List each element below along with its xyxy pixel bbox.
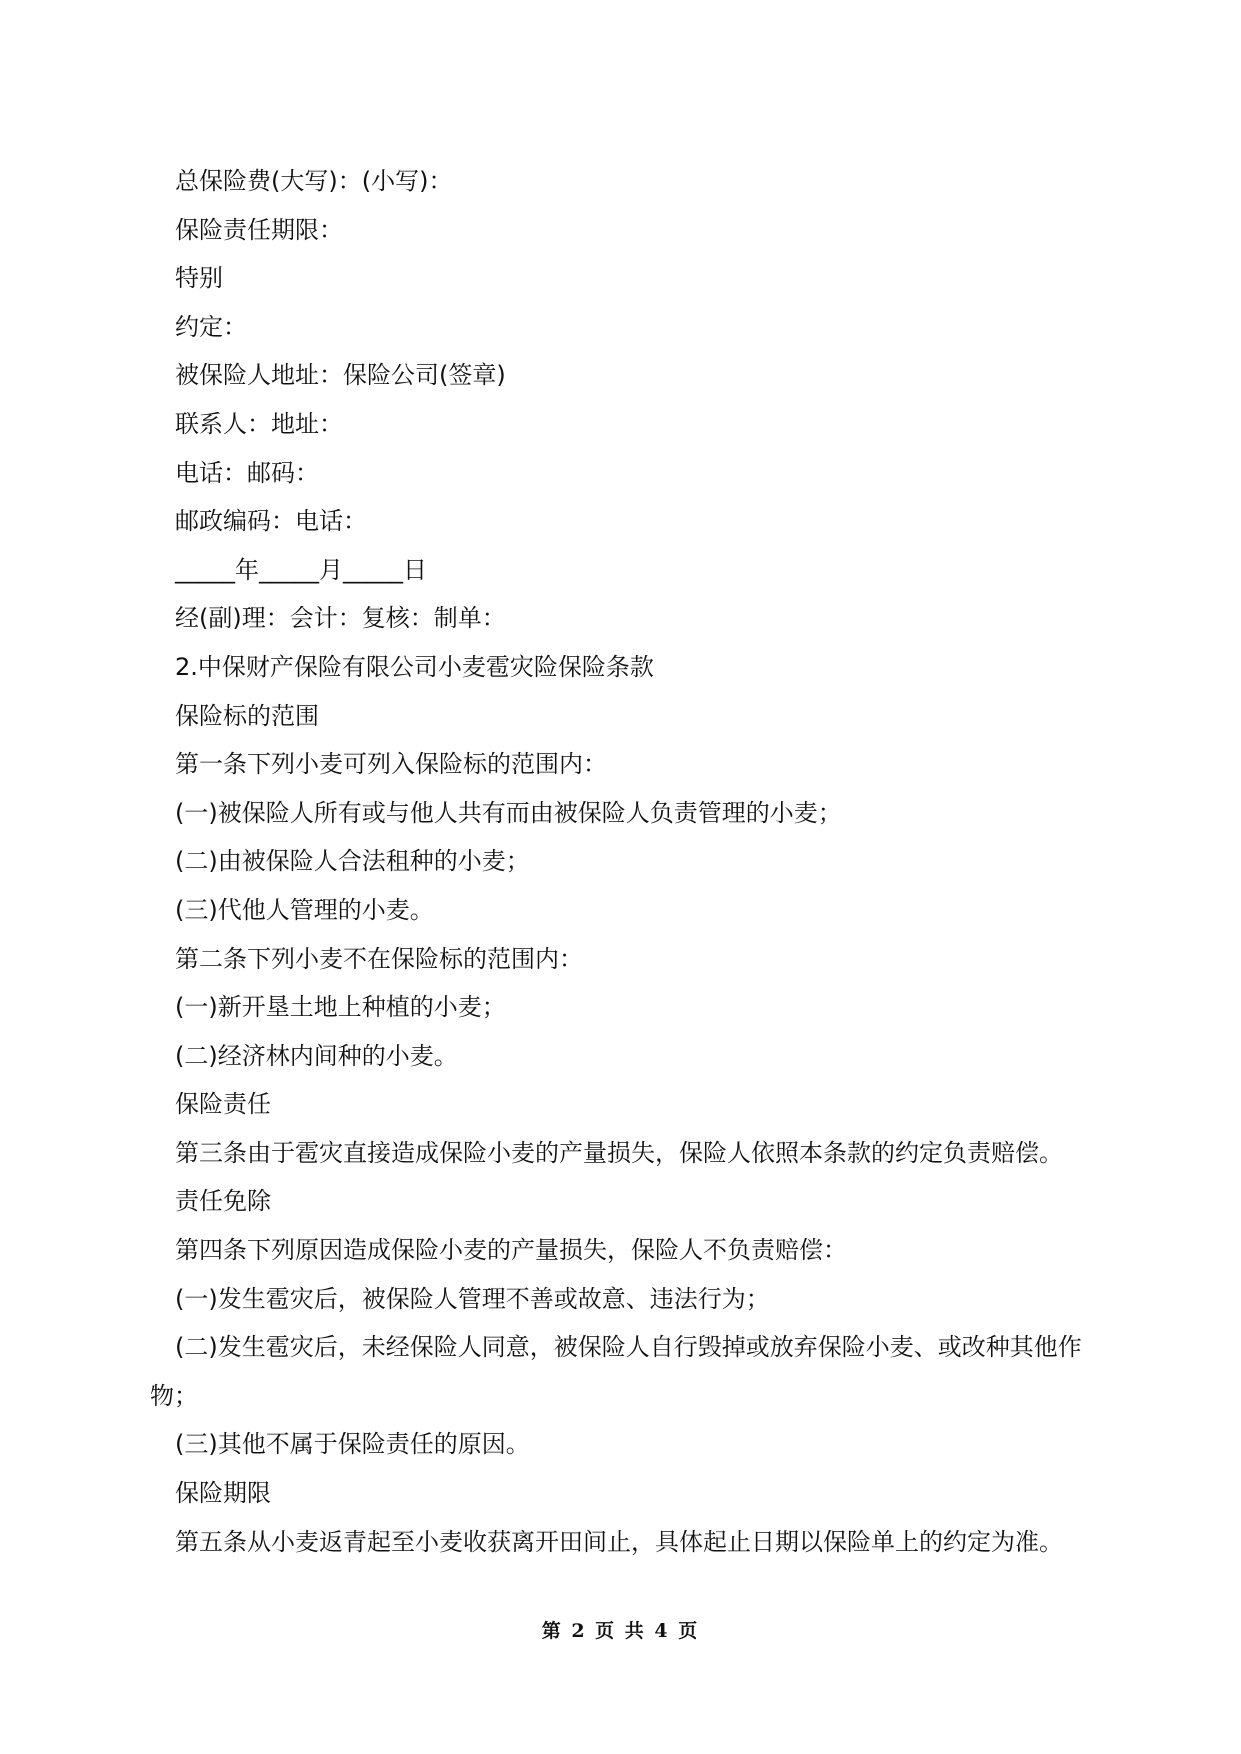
text-line: 总保险费(大写)：(小写)： xyxy=(175,167,453,195)
text-line: 被保险人地址：保险公司(签章) xyxy=(175,361,506,390)
date-line: _____年_____月_____日 xyxy=(175,555,427,584)
section-heading: 责任免除 xyxy=(175,1187,271,1216)
list-item: (一)新开垦土地上种植的小麦； xyxy=(175,993,506,1022)
list-item: (一)发生雹灾后，被保险人管理不善或故意、违法行为； xyxy=(175,1284,770,1313)
article-line: 第二条下列小麦不在保险标的范围内： xyxy=(175,944,583,973)
text-line: 邮政编码：电话： xyxy=(175,507,367,536)
list-item: (二)由被保险人合法租种的小麦； xyxy=(175,847,530,876)
section-title: 2.中保财产保险有限公司小麦雹灾险保险条款 xyxy=(175,652,654,681)
list-item: (三)代他人管理的小麦。 xyxy=(175,895,434,924)
text-line: 约定： xyxy=(175,312,247,341)
section-heading: 保险期限 xyxy=(175,1479,271,1508)
list-item: (三)其他不属于保险责任的原因。 xyxy=(175,1430,530,1459)
article-line: 第一条下列小麦可列入保险标的范围内： xyxy=(175,750,607,779)
list-item-wrapped: (二)发生雹灾后，未经保险人同意，被保险人自行毁掉或放弃保险小麦、或改种其他作物； xyxy=(150,1333,1082,1410)
section-heading: 保险责任 xyxy=(175,1090,271,1119)
article-line: 第三条由于雹灾直接造成保险小麦的产量损失，保险人依照本条款的约定负责赔偿。 xyxy=(175,1138,1063,1167)
text-line: 电话：邮码： xyxy=(175,458,319,487)
document-body xyxy=(150,157,1100,1566)
text-line: 特别 xyxy=(175,264,223,293)
list-item: (一)被保险人所有或与他人共有而由被保险人负责管理的小麦； xyxy=(175,798,842,827)
text-line: 经(副)理：会计：复核：制单： xyxy=(175,604,506,633)
article-line: 第五条从小麦返青起至小麦收获离开田间止，具体起止日期以保险单上的约定为准。 xyxy=(175,1527,1063,1556)
page-footer: 第 2 页 共 4 页 xyxy=(541,1620,700,1642)
list-item: (二)经济林内间种的小麦。 xyxy=(175,1041,458,1070)
section-heading: 保险标的范围 xyxy=(175,701,319,730)
article-line: 第四条下列原因造成保险小麦的产量损失，保险人不负责赔偿： xyxy=(175,1236,847,1265)
text-line: 联系人：地址： xyxy=(175,409,343,438)
text-line: 保险责任期限： xyxy=(175,215,343,244)
